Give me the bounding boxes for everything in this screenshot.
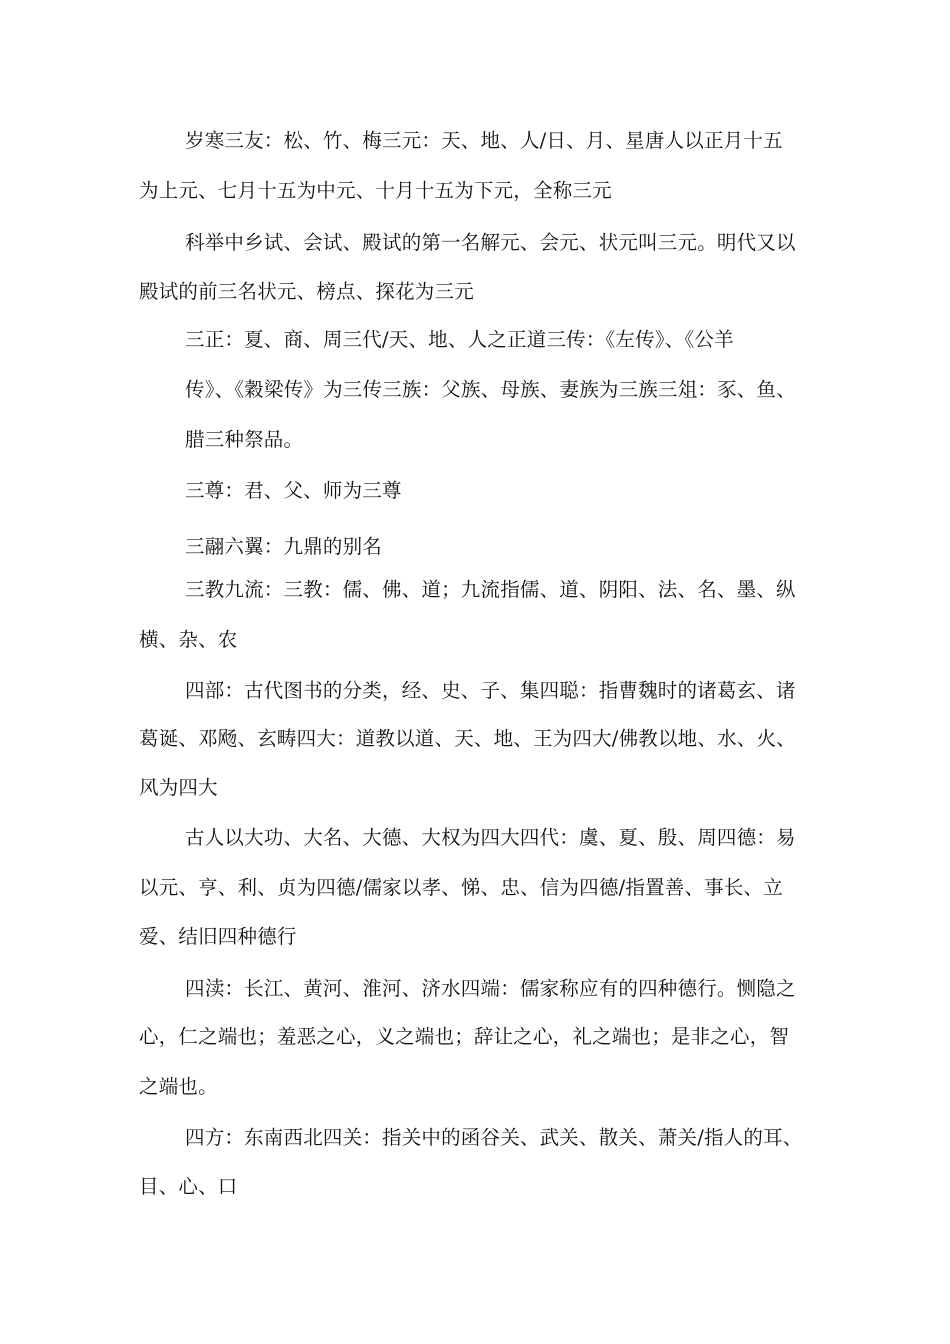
text-line: 四渎：长江、黄河、淮河、济水四端：儒家称应有的四种德行。恻隐之 xyxy=(185,977,796,1000)
text-line: 三正：夏、商、周三代/天、地、人之正道三传：《左传》、《公羊 xyxy=(185,328,734,351)
text-line: 科举中乡试、会试、殿试的第一名解元、会元、状元叫三元。明代又以 xyxy=(185,231,796,254)
text-line: 四方：东南西北四关：指关中的函谷关、武关、散关、萧关/指人的耳、 xyxy=(185,1126,803,1149)
text-line: 传》、《穀梁传》为三传三族：父族、母族、妻族为三族三俎：豕、鱼、 xyxy=(185,378,796,401)
text-line: 之端也。 xyxy=(139,1075,218,1098)
text-line: 三尊：君、父、师为三尊 xyxy=(185,479,402,502)
text-line: 腊三种祭品。 xyxy=(185,428,304,451)
text-line: 岁寒三友：松、竹、梅三元：天、地、人/日、月、星唐人以正月十五 xyxy=(185,129,783,152)
text-line: 风为四大 xyxy=(139,776,218,799)
text-line: 三翮六翼：九鼎的别名 xyxy=(185,535,383,558)
text-line: 横、杂、农 xyxy=(139,628,238,651)
text-line: 爱、结旧四种德行 xyxy=(139,925,297,948)
text-line: 殿试的前三名状元、榜点、探花为三元 xyxy=(139,280,474,303)
text-line: 四部：古代图书的分类，经、史、子、集四聪：指曹魏时的诸葛玄、诸 xyxy=(185,679,796,702)
text-line: 以元、亨、利、贞为四德/儒家以孝、悌、忠、信为四德/指置善、事长、立 xyxy=(139,876,783,899)
text-line: 葛诞、邓飏、玄畴四大：道教以道、天、地、王为四大/佛教以地、水、火、 xyxy=(139,727,796,750)
text-line: 心，仁之端也；羞恶之心，义之端也；辞让之心，礼之端也；是非之心，智 xyxy=(139,1025,790,1048)
text-line: 目、心、口 xyxy=(139,1175,238,1198)
text-line: 古人以大功、大名、大德、大权为四大四代：虞、夏、殷、周四德：易 xyxy=(185,826,796,849)
text-line: 三教九流：三教：儒、佛、道；九流指儒、道、阴阳、法、名、墨、纵 xyxy=(185,578,796,601)
text-line: 为上元、七月十五为中元、十月十五为下元，全称三元 xyxy=(139,179,612,202)
